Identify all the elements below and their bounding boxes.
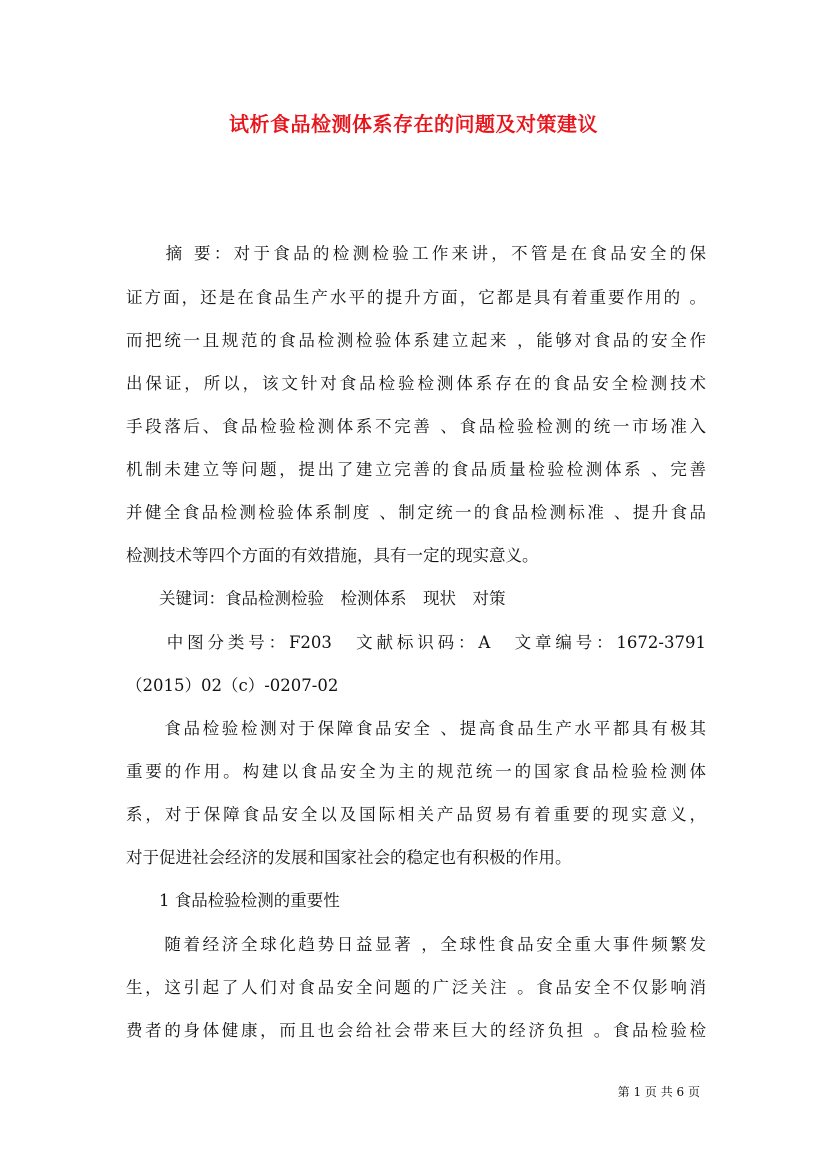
- classification-line: 中图分类号：F203 文献标识码：A 文章编号：1672-3791: [126, 633, 706, 652]
- text-line: 而把统一且规范的食品检测检验体系建立起来 ，能够对食品的安全作: [126, 331, 706, 350]
- text-line: 手段落后、食品检验检测体系不完善 、食品检验检测的统一市场准入: [126, 417, 706, 436]
- text-line: 证方面，还是在食品生产水平的提升方面，它都是具有着重要作用的 。: [126, 288, 706, 307]
- text-line: 机制未建立等问题，提出了建立完善的食品质量检验检测体系 、完善: [126, 460, 706, 479]
- text-line: 重要的作用。构建以食品安全为主的规范统一的国家食品检验检测体: [126, 762, 706, 781]
- text-line: 系，对于保障食品安全以及国际相关产品贸易有着重要的现实意义，: [126, 805, 706, 824]
- text-line: 并健全食品检测检验体系制度 、制定统一的食品检测标准 、提升食品: [126, 503, 706, 522]
- classification-line-cont: （2015）02（c）-0207-02: [126, 676, 339, 695]
- text-line: 生，这引起了人们对食品安全问题的广泛关注 。食品安全不仅影响消: [126, 978, 706, 997]
- text-line: 出保证，所以，该文针对食品检验检测体系存在的食品安全检测技术: [126, 374, 706, 393]
- document-title: 试析食品检测体系存在的问题及对策建议: [229, 112, 598, 136]
- text-line: 随着经济全球化趋势日益显著 ，全球性食品安全重大事件频繁发: [126, 935, 706, 954]
- keywords-line: 关键词：食品检测检验 检测体系 现状 对策: [126, 589, 506, 608]
- text-line: 对于促进社会经济的发展和国家社会的稳定也有积极的作用。: [126, 848, 572, 867]
- section-heading: 1 食品检验检测的重要性: [126, 891, 340, 910]
- text-line: 摘 要：对于食品的检测检验工作来讲，不管是在食品安全的保: [126, 244, 706, 263]
- text-line: 检测技术等四个方面的有效措施，具有一定的现实意义。: [126, 546, 539, 565]
- text-line: 食品检验检测对于保障食品安全 、提高食品生产水平都具有极其: [126, 719, 706, 738]
- text-line: 费者的身体健康，而且也会给社会带来巨大的经济负担 。食品检验检: [126, 1021, 706, 1040]
- page-footer: 第 1 页 共 6 页: [617, 1085, 700, 1099]
